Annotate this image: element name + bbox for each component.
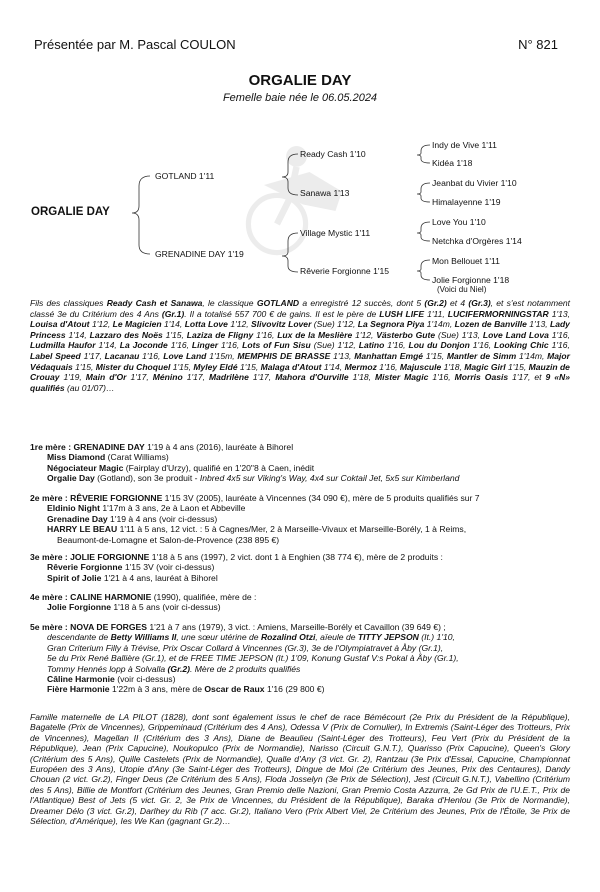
pedigree-sss: Indy de Vive 1'11 [432,140,497,150]
pedigree-dam: GRENADINE DAY 1'19 [155,249,244,259]
pedigree-ddd: Jolie Forgionne 1'18 [432,275,510,285]
pedigree-sdd: Himalayenne 1'19 [432,197,501,207]
pedigree-ssd: Kidéa 1'18 [432,158,473,168]
mere5-section: 5e mère : NOVA DE FORGES 1'21 à 7 ans (1979), 3 vict. : Amiens, Marseille-Borély et Cavaillon (39 649 €) ; descendante de Betty Williams II, une sœur utérine de Rozalind Otzi, aïeule de TITTY JEPSON (It.) 1'10, Gran Criterium Filly à Trévise, Prix Oscar Collard à Vincennes (Gr.3), 3e de l'Olympiatravet à Åby (Gr.1), 5e du Prix René Ballière (Gr.1), et de FREE TIME JEPSON (It.) 1'09, Konung Gustaf V:s Pokal à Åby (Gr.1), Tommy Hennés lopp à Solvalla (Gr.2). Mère de 2 produits qualifiés Câline Harmonie (voir ci-dessus) Fière Harmonie 1'22m à 3 ans, mère de Oscar de Raux 1'16 (29 800 €) [30,622,459,695]
horse-description: Femelle baie née le 06.05.2024 [222,92,378,104]
pedigree-sire-dam: Sanawa 1'13 [300,188,350,198]
pedigree-dam-dam: Rêverie Forgionne 1'15 [300,266,390,276]
pedigree-sire-sire: Ready Cash 1'10 [300,149,366,159]
presenter-label: Présentée par M. Pascal COULON [34,37,236,52]
pedigree-dss: Love You 1'10 [432,217,486,227]
sire-paragraph: Fils des classiques Ready Cash et Sanawa, le classique GOTLAND a enregistré 12 succès, dont 5 (Gr.2) et 4 (Gr.3), et s'est notamment classé 3e du Critérium des 4 Ans (Gr.1). Il a totalisé 557 700 € de gains. Il est le père de LUSH LIFE 1'11, LUCIFERMORNINGSTAR 1'13, Louisa d'Atout 1'12, Le Magicien 1'14, Lotta Love 1'12, Slivovitz Lover (Sue) 1'12, La Segnora Piya 1'14m, Lozen de Banville 1'13, Lady Princess 1'14, Lazzaro des Noës 1'15, Laziza de Fligny 1'16, Lux de la Meslière 1'12, Västerbo Gute (Sue) 1'13, Love Land Lova 1'16, Ludmilla Haufor 1'14, La Joconde 1'16, Linger 1'16, Lots of Fun Sisu (Sue) 1'12, Latino 1'16, Lou du Donjon 1'16, Looking Chic 1'16, Label Speed 1'17, Lacanau 1'16, Love Land 1'15m, MEMPHIS DE BRASSE 1'13, Manhattan Emgé 1'15, Mantler de Simm 1'14m, Major Védaquais 1'15, Mister du Choquel 1'15, Myley Eldé 1'15, Malaga d'Atout 1'14, Mermoz 1'16, Majuscule 1'18, Magic Girl 1'15, Mauzin de Crouay 1'19, Main d'Or 1'17, Ménino 1'17, Madrilène 1'17, Mahora d'Ourville 1'18, Mister Magic 1'16, Morris Oasis 1'17, et 9 «N» qualifiés (au 01/07)… [30,298,570,393]
mere1-section: 1re mère : GRENADINE DAY 1'19 à 4 ans (2016), lauréate à Bihorel Miss Diamond (Carat Williams) Négociateur Magic (Fairplay d'Urzy), qualifié en 1'20"8 à Caen, inédit Orgalie Day (Gotland), son 3e produit - Inbred 4x5 sur Viking's Way, 4x4 sur Coktail Jet, 5x5 sur Kimberland [30,442,460,484]
family-paragraph: Famille maternelle de LA PILOT (1828), dont sont également issus le chef de race Bémécourt (2e Prix du Président de la République), Bagatelle (Prix de Vincennes), Grippeminaud (Critérium des 4 Ans), Odessa V (Prix de Cornulier), In Extremis (Saint-Léger des Trotteurs, Prix de Vincennes), Magellan II (Critérium des 3 Ans), Diane de Beaulieu (Saint-Léger des Trotteurs), Feu Vert (Prix du Président de la République), Jean (Prix Capucine), Noukopulco (Prix de Normandie), Narisso (Circuit G.N.T.), Quarisso (Prix Capucine), Queen's Glory (Critérium des 5 Ans), Quille Castelets (Prix de Normandie), Qualle d'Any (3 vict. Gr. 2), Rantzau (3e Prix d'Essai, Capucine, Championnat Européen des 3 Ans), Utopie d'Any (3e Saint-Léger des Trotteurs), Dingue de Moi (2e Critérium des Jeunes, Prix des Centaures), Dandy Chouan (2 vict. Gr.2), Finger Deus (2e Critérium des 5 Ans), Floda Josselyn (3e Prix de Sélection), Jest (Circuit G.N.T.), Vabellino (Critérium des 5 Ans), Billie de Montfort (Critérium des Jeunes, Gran Premio delle Nazioni, Gran Premio Costa Azzurra, 2e Gd Prix de l'U.E.T., Prix de l'Atlantique) Best of Jets (5 vict. Gr. 2, 3e Prix de Vincennes, du Président de la République), Baraka d'Henlou (3e Prix de Normandie), Dreamer Délo (3 vict. Gr.2), Darlhey du Rib (7 acc. Gr.2), Italiano Vero (Prix Albert Viel, 2e Critérium des Jeunes, Prix de l'Étoile, 3e Prix de Sélection, d'Amérique), Ies We Kan (gagnant Gr.2)… [30,712,570,827]
pedigree-ddd-note: (Voici du Niel) [437,285,487,294]
lot-number: N° 821 [518,37,558,52]
pedigree-dds: Mon Bellouet 1'11 [432,256,500,266]
pedigree-sds: Jeanbat du Vivier 1'10 [432,178,517,188]
pedigree-dam-sire: Village Mystic 1'11 [300,228,371,238]
pedigree-dsd: Netchka d'Orgères 1'14 [432,236,522,246]
mere3-section: 3e mère : JOLIE FORGIONNE 1'18 à 5 ans (1997), 2 vict. dont 1 à Enghien (38 774 €), mère de 2 produits : Rêverie Forgionne 1'15 3V (voir ci-dessus) Spirit of Jolie 1'21 à 4 ans, lauréat à Bihorel [30,552,443,583]
horse-name-title: ORGALIE DAY [248,72,352,89]
pedigree-subject: ORGALIE DAY [31,206,110,218]
pedigree-sire: GOTLAND 1'11 [155,171,215,181]
mere4-section: 4e mère : CALINE HARMONIE (1990), qualifiée, mère de : Jolie Forgionne 1'18 à 5 ans (voir ci-dessus) [30,592,257,613]
mere2-section: 2e mère : RÊVERIE FORGIONNE 1'15 3V (2005), lauréate à Vincennes (34 090 €), mère de 5 produits qualifiés sur 7 Eldinio Night 1'17m à 3 ans, 2e à Laon et Abbeville Grenadine Day 1'19 à 4 ans (voir ci-dessus) HARRY LE BEAU 1'11 à 5 ans, 12 vict. : 5 à Cagnes/Mer, 2 à Marseille-Vivaux et Marseille-Borély, 1 à Reims, Beaumont-de-Lomagne et Salon-de-Provence (238 895 €) [30,493,480,545]
